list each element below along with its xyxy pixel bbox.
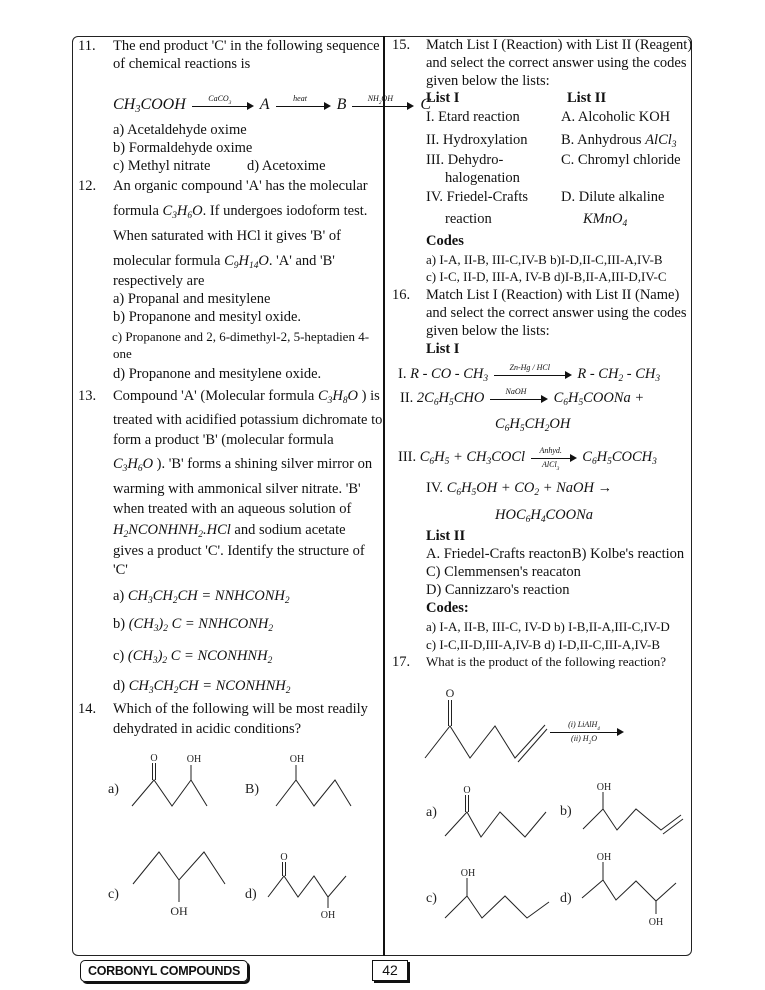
- structure-14c: [108, 852, 225, 918]
- option-b: b) Propanone and mesityl oxide.: [113, 309, 302, 325]
- formula: R - $CH_2 - CH_3$: [577, 366, 661, 384]
- question-text: The end product 'C' in the following sequence: [113, 38, 380, 54]
- option-c: c) Propanone and 2, 6-dimethyl-2, 5-heptadien 4-: [112, 329, 370, 344]
- structure-17b: [560, 782, 683, 834]
- reaction-2-cont: $C_6H_5CH_2OH$: [495, 416, 571, 434]
- list1-item: III. Dehydro-: [426, 152, 504, 168]
- arrow-label: heat: [293, 94, 307, 103]
- atom-label: OH: [596, 852, 612, 863]
- option-c-cont: one: [113, 346, 132, 361]
- codes-row: a) I-A, II-B, III-C,IV-B b)I-D,II-C,III-A,IV-B: [426, 252, 663, 267]
- formula: C: [420, 96, 432, 113]
- atom-label: O: [280, 852, 288, 863]
- atom-label: OH: [648, 917, 664, 928]
- option-d: d) Acetoxime: [247, 158, 326, 174]
- atom-label: O: [150, 753, 158, 764]
- question-number: 13.: [78, 388, 97, 404]
- structure-17d: [560, 852, 676, 928]
- formula: $C_6H_5COCH_3$: [582, 449, 657, 467]
- question-text: $H_2NCONHNH_2.HCl$ and sodium acetate: [113, 522, 346, 540]
- arrow-label: $NH_2OH$: [367, 94, 393, 106]
- option-label: c): [108, 887, 119, 902]
- list2-item: C) Clemmensen's reacaton: [426, 564, 581, 580]
- list2-title: List II: [567, 90, 607, 106]
- option-label: B): [245, 782, 259, 797]
- list2-item-cont: KMnO$_4$: [583, 211, 628, 229]
- question-text: gives a product 'C'. Identify the structure of: [113, 543, 365, 559]
- question-text: dehydrated in acidic conditions?: [113, 721, 302, 737]
- structure-14b: [245, 754, 351, 806]
- structure-14d: [245, 852, 346, 921]
- reagent-label: (i) LiAlH$_4$: [568, 720, 600, 732]
- question-text: warming with ammonical silver nitrate. 'B': [113, 481, 361, 497]
- option-c: c) $(CH_3)_2$ $C = NCONHNH_2$: [113, 648, 273, 666]
- formula: $2C_6H_5CHO$: [416, 390, 485, 408]
- atom-label: OH: [596, 782, 612, 793]
- option-label: d): [560, 891, 572, 906]
- arrow-label: CaCO$_3$: [208, 94, 232, 106]
- list2-item: A. Alcoholic KOH: [561, 109, 671, 125]
- atom-label: OH: [186, 754, 202, 765]
- option-c: c) Methyl nitrate: [113, 158, 211, 174]
- question-text: respectively are: [113, 273, 205, 289]
- list2-item: D) Cannizzaro's reaction: [426, 582, 570, 598]
- question-text: when treated with an aqueous solution of: [113, 501, 352, 517]
- formula: R - CO - $CH_3$: [410, 366, 489, 384]
- list2-item: B) Kolbe's reaction: [572, 546, 685, 562]
- codes-row: c) I-C,II-D,III-A,IV-B d) I-D,II-C,III-A,IV-B: [426, 637, 661, 652]
- list2-item: C. Chromyl chloride: [561, 152, 681, 168]
- question-text: given below the lists:: [426, 73, 550, 89]
- question-text: and select the correct answer using the codes: [426, 305, 687, 321]
- chapter-title: CORBONYL COMPOUNDS: [80, 960, 248, 982]
- option-a: a) $CH_3CH_2CH$ = $NNHCONH_2$: [113, 588, 290, 606]
- question-text: $C_3H_6O$ ). 'B' forms a shining silver mirror on: [113, 456, 373, 474]
- formula: $CH_3COOH$: [113, 96, 186, 115]
- label: I.: [398, 366, 411, 382]
- list1-item-cont: halogenation: [445, 170, 520, 186]
- arrow-label: AlCl$_3$: [542, 460, 560, 472]
- list1-title: List I: [426, 90, 460, 106]
- option-b: b) $(CH_3)_2$ $C = NNHCONH_2$: [113, 616, 274, 634]
- reaction-4: IV. $C_6H_5OH + CO_2$ + NaOH →: [426, 480, 613, 498]
- formula: B: [336, 96, 347, 113]
- structure-17a: [426, 785, 546, 837]
- codes-title: Codes: [426, 233, 464, 249]
- question-text: Match List I (Reaction) with List II (Name): [426, 287, 680, 303]
- option-a: a) Acetaldehyde oxime: [113, 122, 247, 138]
- list2-item: A. Friedel-Crafts reacton: [426, 546, 572, 562]
- question-text: of chemical reactions is: [113, 56, 251, 72]
- question-text: treated with acidified potassium dichromate to: [113, 412, 383, 428]
- arrow-label: Anhyd.: [539, 446, 562, 455]
- list1-title: List I: [426, 341, 460, 357]
- option-label: a): [426, 805, 437, 820]
- option-d: d) Propanone and mesitylene oxide.: [113, 366, 322, 382]
- label: III.: [398, 449, 420, 465]
- reaction-4-cont: $HOC_6H_4COONa$: [495, 507, 594, 525]
- question-text: molecular formula $C_9H_{14}O$. 'A' and 'B': [113, 253, 335, 271]
- list2-item: D. Dilute alkaline: [561, 189, 665, 205]
- question-text: Compound 'A' (Molecular formula $C_3H_8O$ ) is: [113, 388, 380, 406]
- label: II.: [400, 390, 417, 406]
- option-b: b) Formaldehyde oxime: [113, 140, 253, 156]
- option-label: b): [560, 804, 572, 819]
- arrow-label: Zn-Hg / HCl: [509, 363, 550, 372]
- question-number: 11.: [78, 38, 96, 54]
- option-label: c): [426, 891, 437, 906]
- atom-label: O: [445, 686, 455, 700]
- list1-item: I. Etard reaction: [426, 109, 520, 125]
- question-text: What is the product of the following reaction?: [426, 654, 667, 669]
- question-text: An organic compound 'A' has the molecular: [113, 178, 368, 194]
- option-label: a): [108, 782, 119, 797]
- list1-item: II. Hydroxylation: [426, 132, 528, 148]
- question-text: given below the lists:: [426, 323, 550, 339]
- formula: A: [259, 96, 270, 113]
- formula: $C_6H_5COONa$ +: [553, 390, 645, 408]
- list1-item: IV. Friedel-Crafts: [426, 189, 529, 205]
- codes-row: c) I-C, II-D, III-A, IV-B d)I-B,II-A,III-D,IV-C: [426, 269, 667, 284]
- atom-label: OH: [460, 868, 476, 879]
- question-text: When saturated with HCl it gives 'B' of: [113, 228, 341, 244]
- atom-label: OH: [170, 904, 188, 918]
- list2-title: List II: [426, 528, 466, 544]
- option-a: a) Propanal and mesitylene: [113, 291, 271, 307]
- atom-label: OH: [289, 754, 305, 765]
- arrow-label: NaOH: [505, 387, 527, 396]
- question-text: Which of the following will be most readily: [113, 701, 368, 717]
- list1-item-cont: reaction: [445, 211, 492, 227]
- question-number: 15.: [392, 37, 411, 53]
- page-number: 42: [372, 960, 408, 981]
- question-number: 16.: [392, 287, 411, 303]
- question-number: 12.: [78, 178, 97, 194]
- codes-row: a) I-A, II-B, III-C, IV-D b) I-B,II-A,III-C,IV-D: [426, 619, 670, 634]
- codes-title: Codes:: [426, 600, 469, 616]
- structure-17c: [426, 868, 549, 918]
- question-text: Match List I (Reaction) with List II (Reagent): [426, 37, 693, 53]
- atom-label: O: [463, 785, 471, 796]
- option-label: d): [245, 887, 257, 902]
- list2-item: B. Anhydrous AlCl$_3$: [561, 132, 677, 150]
- reagent-label: (ii) $H_2O$: [571, 734, 597, 746]
- formula: $C_6H_5$ + $CH_3COCl$: [419, 449, 526, 467]
- question-number: 14.: [78, 701, 97, 717]
- question-text: 'C': [113, 562, 128, 578]
- structure-17-reactant: [425, 686, 547, 762]
- question-text: form a product 'B' (molecular formula: [113, 432, 334, 448]
- question-text: formula $C_3H_6O$. If undergoes iodoform test.: [113, 203, 368, 221]
- option-d: d) $CH_3CH_2CH$ = $NCONHNH_2$: [113, 678, 291, 696]
- atom-label: OH: [320, 910, 336, 921]
- structure-14a: [108, 753, 207, 806]
- question-number: 17.: [392, 654, 411, 670]
- question-text: and select the correct answer using the codes: [426, 55, 687, 71]
